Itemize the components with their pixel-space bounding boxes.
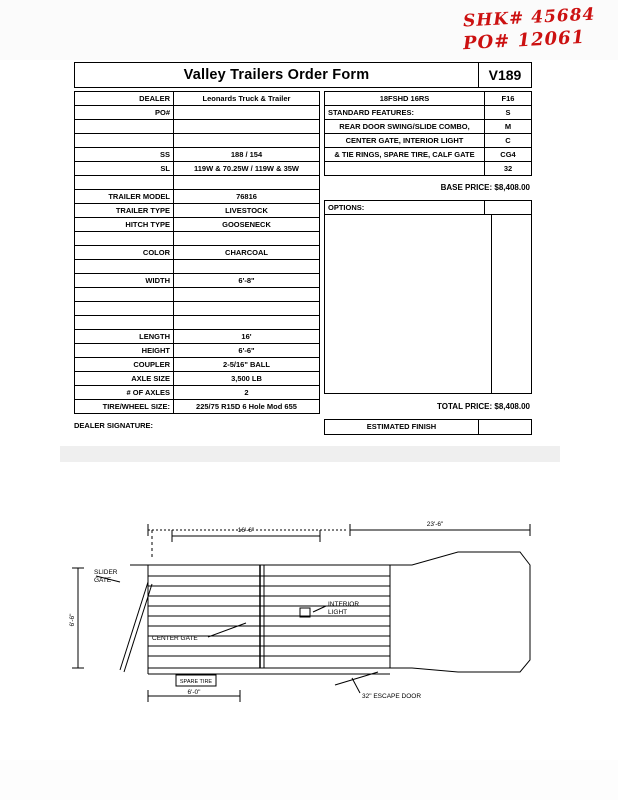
spec-label: PO# [75, 106, 174, 120]
options-header-label: OPTIONS: [325, 201, 485, 215]
spec-value[interactable]: LIVESTOCK [174, 204, 320, 218]
spec-label [75, 134, 174, 148]
label-interior-light-line2: LIGHT [328, 609, 348, 616]
spec-value[interactable] [174, 134, 320, 148]
spec-label: TIRE/WHEEL SIZE: [75, 400, 174, 414]
table-row [75, 358, 320, 372]
spec-label [75, 176, 174, 190]
standard-feature-text: CENTER GATE, INTERIOR LIGHT [325, 134, 485, 148]
table-row [325, 162, 532, 176]
table-row [325, 92, 532, 106]
estimated-finish-group [324, 419, 532, 435]
right-column [324, 91, 532, 411]
spec-value[interactable] [174, 232, 320, 246]
spec-table [74, 91, 320, 414]
spec-value[interactable]: 188 / 154 [174, 148, 320, 162]
table-row [75, 274, 320, 288]
scan-shade [0, 760, 618, 800]
spec-label: TRAILER MODEL [75, 190, 174, 204]
standard-header-text: 18FSHD 16RS [325, 92, 485, 106]
label-slider-gate-line1: SLIDER [94, 569, 118, 576]
estimated-finish-label: ESTIMATED FINISH [324, 419, 479, 435]
total-price-label: TOTAL PRICE: [437, 402, 493, 411]
table-row [75, 106, 320, 120]
trailer-drawing [60, 490, 560, 730]
label-interior-light-line1: INTERIOR [328, 601, 360, 608]
spec-label [75, 232, 174, 246]
form-title-row [74, 62, 532, 88]
table-row [75, 204, 320, 218]
standard-features-table [324, 91, 532, 176]
standard-feature-text: REAR DOOR SWING/SLIDE COMBO, [325, 120, 485, 134]
table-row [75, 400, 320, 414]
table-row [325, 106, 532, 120]
spec-label: HEIGHT [75, 344, 174, 358]
total-price-line [324, 394, 532, 411]
spec-value[interactable] [174, 106, 320, 120]
options-code-column [491, 215, 531, 393]
label-spare-tire: SPARE TIRE [179, 679, 213, 685]
spec-value[interactable] [174, 260, 320, 274]
estimated-finish-input[interactable] [479, 419, 532, 435]
table-row [75, 176, 320, 190]
table-row [325, 120, 532, 134]
table-row [75, 190, 320, 204]
table-row [75, 372, 320, 386]
standard-feature-code: S [485, 106, 532, 120]
handwritten-po-number: PO# 12061 [462, 26, 586, 55]
left-column [74, 91, 320, 414]
total-price-value: $8,408.00 [494, 402, 530, 411]
form-columns [74, 91, 532, 414]
table-row [75, 120, 320, 134]
standard-header-code: F16 [485, 92, 532, 106]
table-row [75, 316, 320, 330]
standard-feature-code: 32 [485, 162, 532, 176]
scan-shade [60, 446, 560, 462]
table-row [75, 288, 320, 302]
spec-label: COUPLER [75, 358, 174, 372]
spec-label [75, 288, 174, 302]
dim-height-label: 6'-6" [69, 613, 76, 627]
label-center-gate: CENTER GATE [152, 635, 198, 642]
dim-overall-label: 23'-6" [426, 521, 444, 528]
spec-value[interactable]: Leonards Truck & Trailer [174, 92, 320, 106]
table-row [325, 148, 532, 162]
trailer-drawing-svg [60, 490, 560, 730]
spec-value[interactable]: 225/75 R15D 6 Hole Mod 655 [174, 400, 320, 414]
spec-label [75, 302, 174, 316]
spec-value[interactable] [174, 288, 320, 302]
spec-label [75, 260, 174, 274]
table-row [75, 302, 320, 316]
standard-feature-code: CG4 [485, 148, 532, 162]
spec-value[interactable]: CHARCOAL [174, 246, 320, 260]
table-row [325, 201, 532, 215]
spec-value[interactable]: 2-5/16" BALL [174, 358, 320, 372]
model-badge: V189 [478, 63, 531, 87]
table-row [75, 260, 320, 274]
label-slider-gate-line2: GATE [94, 577, 112, 584]
spec-value[interactable]: 76816 [174, 190, 320, 204]
label-escape-door: 32" ESCAPE DOOR [362, 693, 422, 700]
options-header-code [485, 201, 532, 215]
order-form [74, 62, 532, 435]
spec-value[interactable] [174, 316, 320, 330]
dim-bottom-label: 6'-0" [187, 689, 201, 696]
table-row [325, 134, 532, 148]
options-body[interactable] [324, 215, 532, 394]
standard-feature-text: & TIE RINGS, SPARE TIRE, CALF GATE [325, 148, 485, 162]
spec-value[interactable]: 6'-6" [174, 344, 320, 358]
table-row [75, 232, 320, 246]
dealer-signature-label: DEALER SIGNATURE: [74, 421, 154, 430]
base-price-label: BASE PRICE: [440, 183, 493, 192]
table-row [75, 344, 320, 358]
table-row [75, 330, 320, 344]
handwritten-shk-number: SHK# 45684 [462, 4, 596, 32]
spec-value[interactable]: 3,500 LB [174, 372, 320, 386]
spec-value[interactable]: 16' [174, 330, 320, 344]
signature-row [74, 419, 532, 435]
base-price-value: $8,408.00 [494, 183, 530, 192]
options-section [324, 200, 532, 394]
spec-label: DEALER [75, 92, 174, 106]
spec-label [75, 120, 174, 134]
spec-label: SL [75, 162, 174, 176]
spec-label: HITCH TYPE [75, 218, 174, 232]
spec-label: LENGTH [75, 330, 174, 344]
standard-feature-code: M [485, 120, 532, 134]
table-row [75, 162, 320, 176]
dim-box-label: 16'-6" [237, 527, 255, 534]
base-price-line [324, 176, 532, 198]
spec-value[interactable]: 119W & 70.25W / 119W & 35W [174, 162, 320, 176]
spec-value[interactable] [174, 176, 320, 190]
standard-feature-text: STANDARD FEATURES: [325, 106, 485, 120]
spec-value[interactable] [174, 302, 320, 316]
standard-feature-text [325, 162, 485, 176]
table-row [75, 218, 320, 232]
spec-value[interactable]: GOOSENECK [174, 218, 320, 232]
standard-feature-code: C [485, 134, 532, 148]
table-row [75, 148, 320, 162]
spec-value[interactable]: 2 [174, 386, 320, 400]
table-row [75, 92, 320, 106]
table-row [75, 386, 320, 400]
spec-label: WIDTH [75, 274, 174, 288]
spec-label: COLOR [75, 246, 174, 260]
spec-value[interactable]: 6'-8" [174, 274, 320, 288]
options-header-table [324, 200, 532, 215]
table-row [75, 134, 320, 148]
spec-label [75, 316, 174, 330]
table-row [75, 246, 320, 260]
spec-label: AXLE SIZE [75, 372, 174, 386]
spec-label: # OF AXLES [75, 386, 174, 400]
spec-label: SS [75, 148, 174, 162]
spec-value[interactable] [174, 120, 320, 134]
spec-label: TRAILER TYPE [75, 204, 174, 218]
page-title: Valley Trailers Order Form [183, 67, 370, 83]
